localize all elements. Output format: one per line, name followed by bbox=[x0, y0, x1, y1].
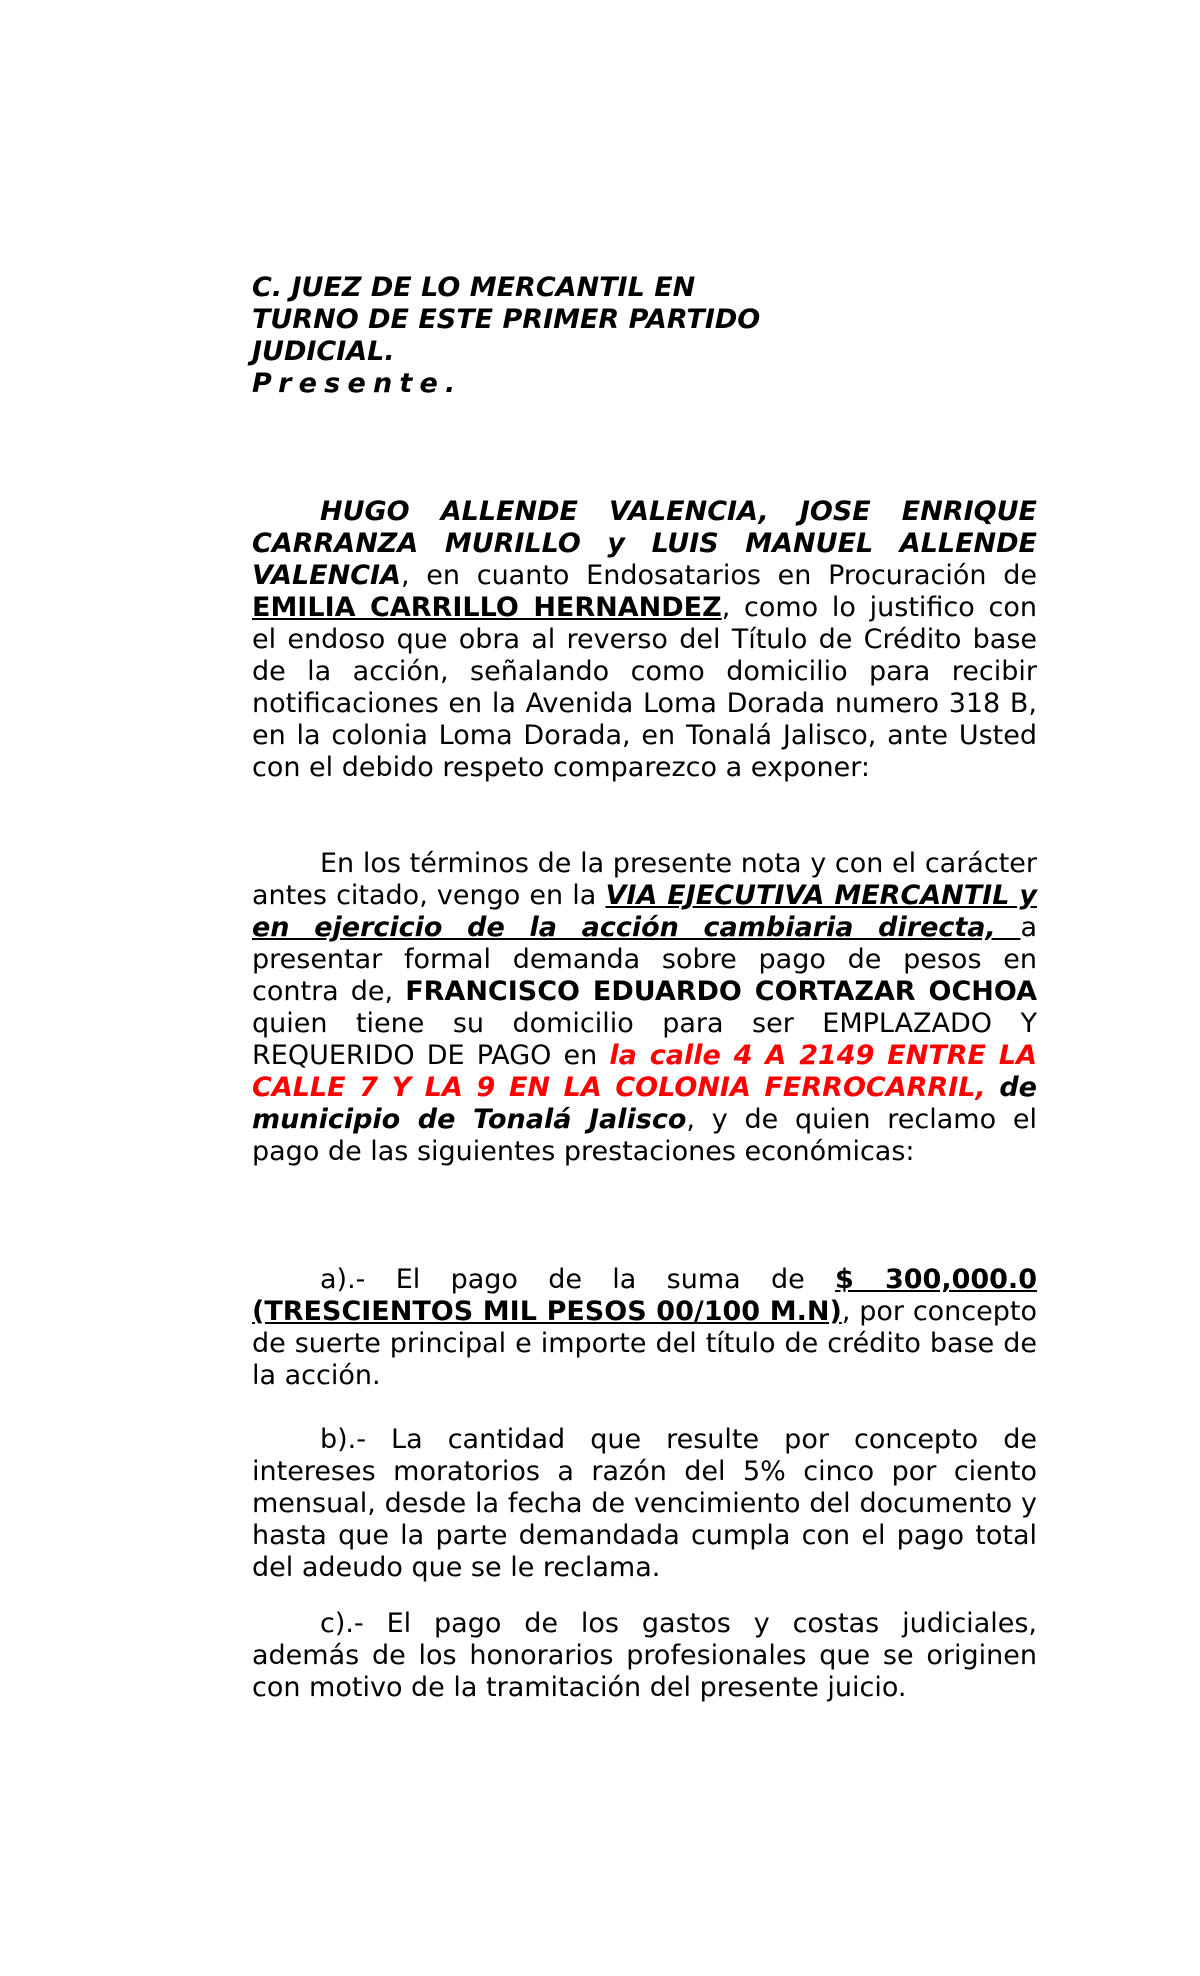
claim-item-c: c).- El pago de los gastos y costas judiciales, además de los honorarios profesionales que se originen con motivo de la tramitación del presente juicio. bbox=[252, 1608, 1037, 1703]
paragraph-text: quien tiene su domicilio para ser EMPLAZADO Y REQUERIDO DE PAGO en bbox=[252, 1008, 1037, 1071]
paragraph-text: En los términos de la presente nota y con el carácter antes citado, vengo en la bbox=[252, 848, 1037, 911]
claim-item-b: b).- La cantidad que resulte por concepto de intereses moratorios a razón del 5% cinco por ciento mensual, desde la fecha de vencimiento del documento y hasta que la parte demandada cumpla con el pago total del adeudo que se le reclama. bbox=[252, 1424, 1037, 1583]
heading-line-2: TURNO DE ESTE PRIMER PARTIDO bbox=[252, 304, 761, 335]
paragraph-text: a).- El pago de la suma de bbox=[320, 1264, 836, 1295]
paragraph-text: , en cuanto Endosatarios en Procuración de bbox=[400, 560, 1037, 591]
heading-line-3: JUDICIAL. bbox=[252, 336, 395, 367]
claim-amount: $ 300,000.0 (TRESCIENTOS MIL PESOS 00/100 M.N) bbox=[252, 1264, 1037, 1327]
addressee-heading bbox=[252, 272, 1037, 400]
legal-route: VIA EJECUTIVA MERCANTIL y en ejercicio de la acción cambiaria directa, bbox=[252, 880, 1037, 943]
paragraph-appearance bbox=[252, 496, 1037, 784]
heading-presente: Presente. bbox=[252, 368, 463, 399]
defendant-address: la calle 4 A 2149 ENTRE LA CALLE 7 Y LA 9 EN LA COLONIA FERROCARRIL, bbox=[252, 1040, 1037, 1103]
municipality: de municipio de Tonalá Jalisco bbox=[252, 1072, 1037, 1135]
paragraph-demand bbox=[252, 848, 1037, 1168]
client-name: EMILIA CARRILLO HERNANDEZ bbox=[252, 592, 722, 623]
paragraph-text: , como lo justifico con el endoso que obra al reverso del Título de Crédito base de la acción, señalando como domicilio para recibir notificaciones en la Avenida Loma Dorada numero 318 B, en la colonia Loma Dorada, en Tonalá Jalisco, ante Usted con el debido respeto comparezco a exponer: bbox=[252, 592, 1037, 783]
defendant-name: FRANCISCO EDUARDO CORTAZAR OCHOA bbox=[405, 976, 1037, 1007]
heading-line-1: C. JUEZ DE LO MERCANTIL EN bbox=[252, 272, 696, 303]
attorney-names: HUGO ALLENDE VALENCIA, JOSE ENRIQUE CARRANZA MURILLO y LUIS MANUEL ALLENDE VALENCIA bbox=[252, 496, 1037, 591]
paragraph-text: a presentar formal demanda sobre pago de pesos en contra de, bbox=[252, 912, 1037, 1007]
document-page bbox=[252, 272, 1037, 1704]
paragraph-text: , y de quien reclamo el pago de las siguientes prestaciones económicas: bbox=[252, 1104, 1037, 1167]
paragraph-text: , por concepto de suerte principal e importe del título de crédito base de la acción. bbox=[252, 1296, 1037, 1391]
claim-item-a bbox=[252, 1264, 1037, 1392]
